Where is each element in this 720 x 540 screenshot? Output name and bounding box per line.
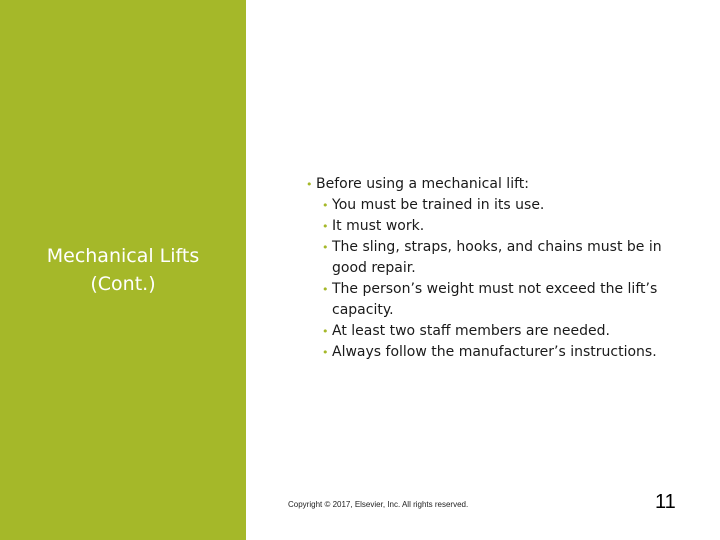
sub-bullet-item — [306, 195, 676, 216]
sub-bullet-item — [306, 321, 676, 342]
bullet-icon: • — [322, 220, 329, 233]
sub-bullet-text: Always follow the manufacturer’s instructions. — [332, 344, 657, 360]
slide-title-line2: (Cont.) — [90, 273, 156, 295]
bullet-list — [306, 174, 676, 363]
sub-bullet-text: The sling, straps, hooks, and chains must be in good repair. — [332, 239, 662, 276]
bullet-icon: • — [322, 241, 329, 254]
page-number: 11 — [655, 491, 676, 513]
sub-bullet-item — [306, 237, 676, 279]
copyright-notice: Copyright © 2017, Elsevier, Inc. All rights reserved. — [288, 500, 469, 509]
bullet-icon: • — [322, 199, 329, 212]
sub-bullet-text: At least two staff members are needed. — [332, 323, 610, 339]
sub-bullet-text: You must be trained in its use. — [332, 197, 545, 213]
sub-bullet-item — [306, 216, 676, 237]
bullet-text: Before using a mechanical lift: — [316, 176, 529, 192]
bullet-icon: • — [322, 325, 329, 338]
title-panel — [0, 0, 246, 540]
sub-bullet-text: The person’s weight must not exceed the lift’s capacity. — [332, 281, 658, 318]
bullet-item-main — [306, 174, 676, 195]
sub-bullet-item — [306, 279, 676, 321]
bullet-icon: • — [306, 178, 313, 191]
slide-title — [0, 242, 246, 298]
bullet-icon: • — [322, 283, 329, 296]
sub-bullet-text: It must work. — [332, 218, 425, 234]
sub-bullet-item — [306, 342, 676, 363]
slide-title-line1: Mechanical Lifts — [46, 245, 200, 267]
bullet-icon: • — [322, 346, 329, 359]
